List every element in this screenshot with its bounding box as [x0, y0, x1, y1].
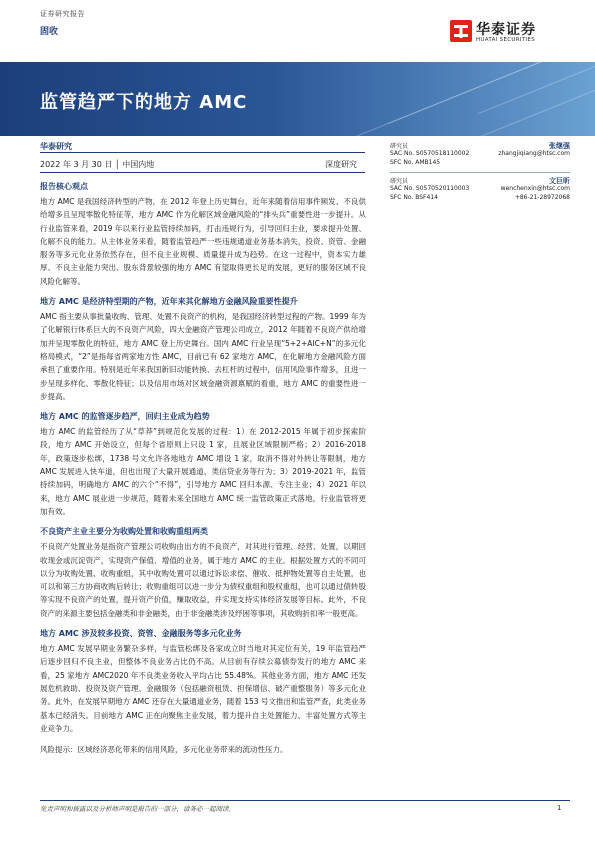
page-title: 监管趋严下的地方 AMC — [40, 92, 248, 113]
section-npl-business — [40, 526, 366, 620]
analyst-email[interactable]: wenchenxin@htsc.com — [500, 185, 570, 192]
analyst-name: 文巨昕 — [549, 177, 570, 185]
analyst-sfc: SFC No. BSF414 — [390, 194, 438, 201]
analyst-sfc: SFC No. AMB145 — [390, 159, 441, 166]
section-text: 地方 AMC 发展早期业务繁杂多样，与监管松绑及各家成立时当地对其定位有关，19 年监管趋严后逐步回归不良主业，但整体不良业务占比仍不高。从目前有存续公募债券发行的地方 AMC 来看，25 家地方 AMC2020 年不良类业务收入平均占比 55.48%。其他业务方面，地方 AMC 还发展危机救助、投资及资产管理、金融服务（包括融资租赁、担保增信、破产重整服务）等多元化业务。此外，在发展早期地方 AMC 还存在大量通道业务，随着 153 号文推出和监管严查，此类业务基本已经消失。目前地方 AMC 正在向聚焦主业发展，着力提升自主处置能力、丰富处置方式等主业竞争力。 — [40, 644, 366, 733]
footer-disclaimer: 免责声明和披露以及分析师声明是报告的一部分，请务必一起阅读。 — [40, 805, 235, 813]
separator: │ — [114, 160, 120, 169]
section-heading: 地方 AMC 是经济特型期的产物，近年来其化解地方金融风险重要性提升 — [40, 297, 298, 307]
section-heading: 报告核心观点 — [40, 182, 88, 191]
section-heading: 地方 AMC 的监管逐步趋严，回归主业成为趋势 — [40, 412, 210, 422]
huatai-logo-icon — [450, 20, 472, 42]
analyst-role: 研究员 — [390, 178, 409, 185]
section-amc-origin — [40, 296, 366, 403]
analyst-phone: +86-21-28972068 — [514, 194, 570, 201]
report-date — [40, 159, 154, 170]
sector-label: 固收 — [40, 27, 59, 37]
divider — [40, 152, 365, 153]
region-text: 中国内地 — [122, 160, 155, 169]
divider — [40, 172, 365, 173]
section-text: AMC 指主要从事批量收购、管理、处置不良资产的机构，是我国经济转型过程的产物。1999 年为了化解银行体系巨大的不良资产风险，四大金融资产管理公司成立，2012 年随着不良资产供给增加并呈现零散化的特征，地方 AMC 登上历史舞台。国内 AMC 行业呈现“5+2+AIC+N”的多元化格局模式，“2”是指每省两家地方性 AMC，目前已有 62 家地方 AMC，在化解地方金融风险方面承担了重要作用。特别是近年来我国新旧动能转换、去杠杆的过程中，信用风险事件增多，且进一步呈现多样化、零散化特征；以及信用市场对区域金融资源禀赋的看重，地方 AMC 的重要性进一步提高。 — [40, 312, 366, 401]
section-text: 地方 AMC 是我国经济转型的产物，在 2012 年登上历史舞台，近年来随着信用事件频发、不良供给增多且呈现零散化特征等，地方 AMC 作为化解区域金融风险的“排头兵”重要性进一步提升。从行业监管来看，2019 年以来行业监管持续加码，打击违规行为，引导回归主业，要求提升处置、化解不良的能力。从主体业务来看，随着监管趋严一些违规通道业务基本消失，投资、资管、金融服务等多元化业务依然存在，但不良主业规模、质量提升成为趋势。在这一过程中，资本实力雄厚、不良主业能力突出、股东背景较强的地方 AMC 有望取得更长足的发展，更好的服务区域不良风险化解等。 — [40, 197, 366, 286]
section-text: 地方 AMC 的监管经历了从“草莽”到规范化发展的过程：1）在 2012-2015 年属于初步探索阶段，地方 AMC 开始设立，但每个省原则上只设 1 家，且展业区域限制严格；2）2016-2018 年，政策逐步松绑，1738 号文允许各地地方 AMC 增设 1 家，取消不得对外转让等限制，地方 AMC 发展进入快车道，但也出现了大量开展通道、类信贷业务等行为；3）2019-2021 年，监管持续加码，明确地方 AMC 的六个“不得”，引导地方 AMC 回归本源、专注主业；4）2021 年以来，地方 AMC 展业进一步规范，随着未来全国地方 AMC 统一监管政策正式落地，行业监管将更加有效。 — [40, 427, 366, 516]
report-body — [40, 181, 366, 756]
section-heading: 地方 AMC 涉及较多投资、资管、金融服务等多元化业务 — [40, 629, 242, 639]
section-core-views — [40, 181, 366, 288]
analyst-role: 研究员 — [390, 143, 409, 150]
divider — [390, 172, 570, 173]
brand-name-cn: 华泰证券 — [476, 22, 536, 38]
section-text: 不良资产处置业务是指资产管理公司收购由出方的不良资产，对其进行管理、经营、处置，以期回收现金或沉淀资产，实现资产保值、增值的业务，属于地方 AMC 的主业。根据处置方式的不同可以分为收购处置、收购重组，其中收购处置可以通过诉讼求偿、催收、抵押物处置等自主处置，也可以和第三方协商收购后转让；收购重组可以进一步分为债权重组和股权重组，也可以通过债转股等实现不良资产的处置，提升资产价值，赚取收益，并实现支持实体经济发展等目标。此外，不良资产的来源主要包括金融类和非金融类，由于非金融类涉及纾困等事项，其收购折扣率一般更高。 — [40, 542, 366, 618]
section-diversified-business — [40, 628, 366, 735]
analyst-email[interactable]: zhangjiqiang@htsc.com — [498, 150, 570, 157]
title-banner — [0, 62, 595, 136]
doc-type: 深度研究 — [325, 160, 357, 169]
page-number: 1 — [557, 804, 562, 812]
risk-warning: 风险提示：区域经济恶化带来的信用风险，多元化业务带来的流动性压力。 — [40, 745, 288, 755]
footer-divider — [40, 800, 570, 801]
analyst-card-2 — [390, 176, 570, 203]
analyst-sac: SAC No. S0570518110002 — [390, 150, 470, 157]
analyst-name: 张继强 — [549, 142, 570, 150]
date-text: 2022 年 3 月 30 日 — [40, 160, 113, 169]
analyst-sac: SAC No. S0570520110003 — [390, 185, 470, 192]
research-org: 华泰研究 — [40, 142, 72, 151]
section-regulation — [40, 411, 366, 518]
report-type-label: 证券研究报告 — [40, 10, 85, 18]
brand-name-en: HUATAI SECURITIES — [476, 37, 535, 43]
section-heading: 不良资产主业主要分为收购处置和收购重组两类 — [40, 527, 208, 537]
brand-logo — [450, 18, 570, 54]
analyst-card-1 — [390, 141, 570, 168]
